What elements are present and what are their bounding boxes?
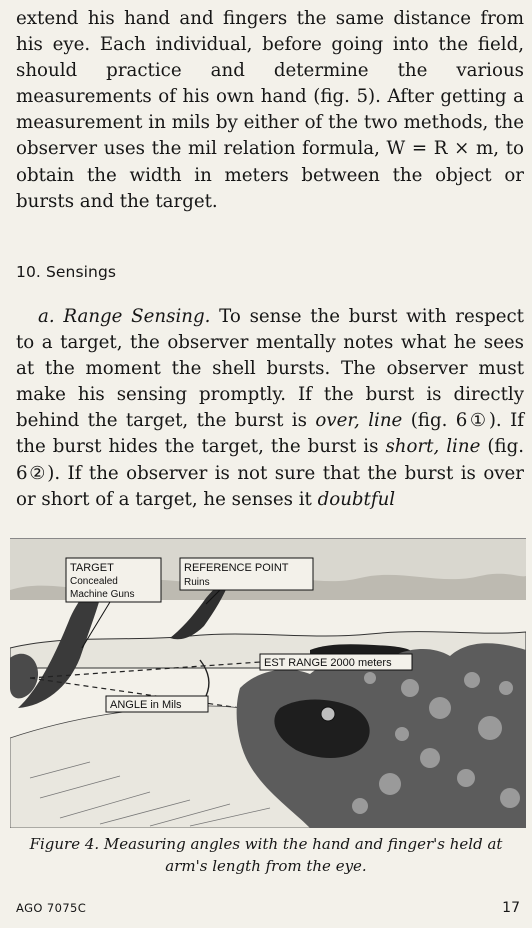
section-heading: 10. Sensings [16,263,117,281]
footer-document-code: AGO 7075C [16,901,87,915]
label-target-line1: Concealed [70,576,118,587]
paragraph-label: a. [38,306,55,327]
term-short-line: short, line [385,436,481,458]
ruins-marker [321,707,335,721]
label-target-title: TARGET [70,562,114,574]
paragraph-text-2: (fig. 6①). If the burst hides the target, the burst is [16,410,524,458]
paragraph-title: Range Sensing. [63,306,211,327]
term-doubtful: doubtful [317,488,396,510]
figure-4-illustration [10,538,526,828]
body-paragraph-1: extend his hand and fingers the same distance from his eye. Each individual, before going into the field, should practice and determine the various measurements of his own hand (fig. 5). After getting a measurement in mils by either of the two methods, the observer uses the mil relation formula, W = R × m, to obtain the width in meters between the object or bursts and the target. [16,8,524,212]
label-reference-title: REFERENCE POINT [184,562,289,574]
label-est-range [260,654,412,670]
label-reference-point [180,558,313,590]
paragraph-text-3: (fig. 6②). If the observer is not sure that the burst is over or short of a target, he senses it [16,436,524,510]
page-number: 17 [502,900,520,916]
term-over-line: over, line [315,410,403,432]
figure-caption: Figure 4. Measuring angles with the hand and finger's held at arm's length from the eye. [29,835,503,875]
label-est-range-text: EST RANGE 2000 meters [264,657,392,669]
label-target [66,558,161,602]
body-paragraph-2 [16,304,524,513]
label-target-line2: Machine Guns [70,589,135,600]
paragraph-text-1: To sense the burst with respect to a target, the observer mentally notes what he sees at the moment the shell bursts. The observer must make his sensing promptly. If the burst is directly behind the target, the burst is [16,306,524,432]
label-reference-line1: Ruins [184,577,210,588]
label-angle-text: ANGLE in Mils [110,699,182,711]
label-angle [106,696,208,712]
